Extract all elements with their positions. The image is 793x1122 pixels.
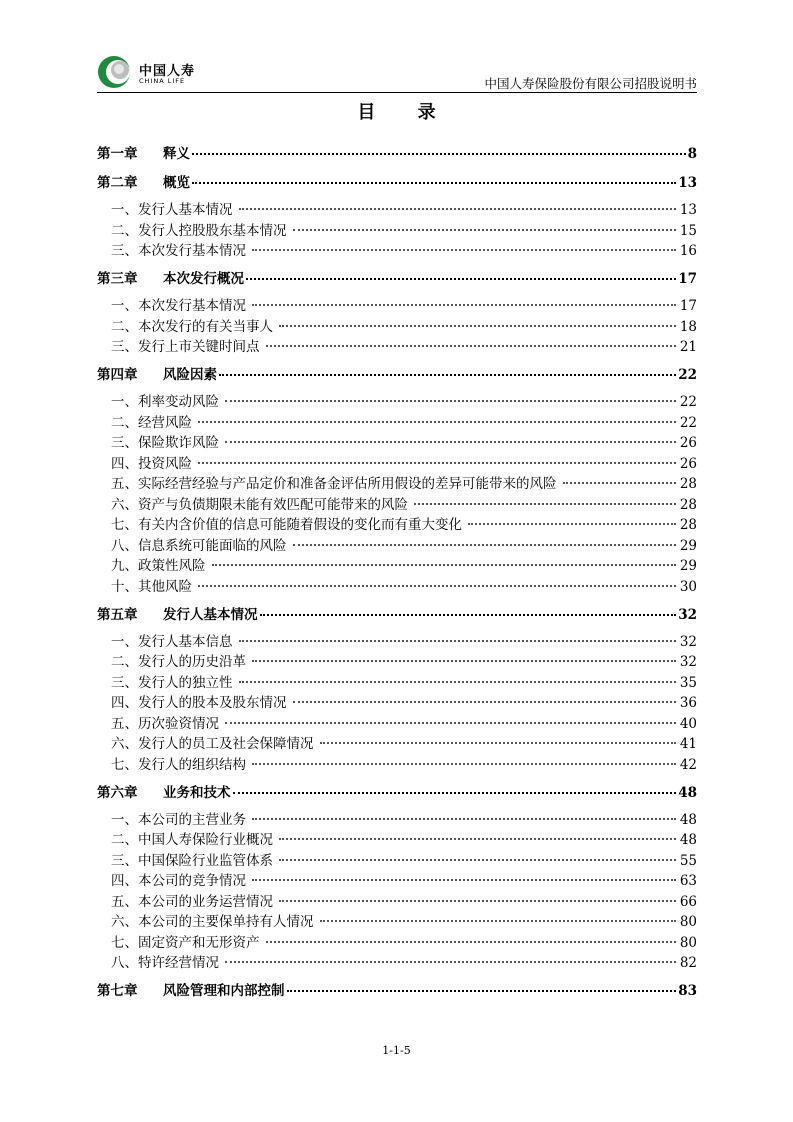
toc-page-number: 41 [679, 736, 697, 752]
toc-chapter-entry[interactable] [97, 363, 697, 383]
toc-page-number: 13 [679, 202, 697, 218]
toc-entry-title: 三、发行人的独立性 [111, 674, 233, 691]
toc-section-entry[interactable] [97, 493, 697, 513]
toc-page-number: 26 [679, 435, 697, 451]
toc-dot-leader [252, 875, 676, 881]
toc-page-number: 48 [679, 832, 697, 848]
toc-page-number: 36 [679, 695, 697, 711]
toc-entry-title: 八、信息系统可能面临的风险 [111, 537, 287, 554]
logo-english-text: CHINA LIFE [139, 77, 186, 85]
toc-page-number: 28 [679, 496, 697, 513]
page-title: 目 录 [357, 102, 454, 123]
toc-entry-title: 九、政策性风险 [111, 558, 206, 574]
toc-chapter-entry[interactable] [97, 171, 697, 191]
toc-entry-title: 六、本公司的主要保单持有人情况 [111, 914, 314, 930]
toc-dot-leader [225, 957, 676, 963]
toc-dot-leader [266, 937, 676, 943]
toc-chapter-title: 本次发行概况 [163, 271, 244, 287]
toc-page-number: 17 [679, 298, 697, 314]
toc-page-number: 40 [679, 715, 697, 732]
toc-dot-leader [233, 788, 677, 794]
toc-entry-title [97, 363, 217, 383]
toc-entry-title: 六、发行人的员工及社会保障情况 [111, 736, 314, 752]
toc-entry-title [97, 603, 258, 623]
toc-dot-leader [293, 225, 676, 231]
toc-section-entry[interactable] [97, 575, 697, 595]
toc-page-number: 22 [679, 414, 697, 431]
toc-entry-title [97, 267, 244, 287]
toc-page-number: 63 [679, 873, 697, 889]
toc-chapter-title: 业务和技术 [163, 784, 231, 801]
toc-page-number: 66 [679, 893, 697, 910]
document-title: 中国人寿保险股份有限公司招股说明书 [484, 76, 697, 91]
toc-section-entry[interactable] [97, 411, 697, 431]
toc-section-entry[interactable] [97, 828, 697, 848]
toc-section-entry[interactable] [97, 910, 697, 930]
toc-page-number: 22 [678, 367, 697, 383]
toc-page-number: 22 [679, 394, 697, 410]
toc-page-number: 26 [679, 455, 697, 472]
toc-entry-title: 二、本次发行的有关当事人 [111, 318, 273, 335]
page-number: 1-1-5 [382, 1044, 411, 1057]
toc-section-entry[interactable] [97, 390, 697, 410]
toc-section-entry[interactable] [97, 452, 697, 472]
toc-page-number: 35 [679, 674, 697, 691]
toc-chapter-entry[interactable] [97, 142, 697, 162]
toc-section-entry[interactable] [97, 431, 697, 451]
toc-section-entry[interactable] [97, 335, 697, 355]
toc-dot-leader [239, 677, 676, 683]
toc-page-number: 28 [679, 517, 697, 533]
logo-chinese-text: 中国人寿 [139, 64, 196, 79]
toc-entry-title: 七、发行人的组织结构 [111, 756, 246, 773]
toc-entry-title: 四、投资风险 [111, 455, 192, 472]
toc-entry-title [97, 171, 190, 191]
toc-dot-leader [320, 916, 676, 922]
toc-page-number: 30 [679, 578, 697, 595]
toc-entry-title: 二、中国人寿保险行业概况 [111, 832, 273, 848]
toc-section-entry[interactable] [97, 554, 697, 574]
toc-dot-leader [225, 396, 676, 402]
toc-chapter-entry[interactable] [97, 603, 697, 623]
toc-entry-title: 五、历次验资情况 [111, 715, 219, 732]
toc-page-number: 16 [679, 243, 697, 259]
toc-chapter-entry[interactable] [97, 781, 697, 801]
toc-entry-title: 一、发行人基本情况 [111, 202, 233, 218]
toc-dot-leader [192, 178, 676, 184]
china-life-emblem-icon [97, 54, 135, 90]
toc-dot-leader [468, 519, 676, 525]
toc-entry-title: 四、本公司的竞争情况 [111, 873, 246, 889]
toc-page-number: 13 [678, 175, 697, 191]
toc-section-entry[interactable] [97, 198, 697, 218]
toc-dot-leader [252, 656, 676, 662]
toc-section-entry[interactable] [97, 239, 697, 259]
toc-entry-title: 十、其他风险 [111, 578, 192, 595]
toc-section-entry[interactable] [97, 691, 697, 711]
toc-dot-leader [287, 986, 677, 992]
toc-page-number: 29 [679, 537, 697, 554]
toc-page-number: 83 [678, 983, 697, 999]
toc-section-entry[interactable] [97, 753, 697, 773]
toc-page-number: 48 [678, 784, 697, 801]
toc-section-entry[interactable] [97, 931, 697, 951]
toc-entry-title [97, 142, 190, 162]
toc-entry-title: 一、利率变动风险 [111, 394, 219, 410]
toc-page-number: 8 [687, 146, 697, 162]
toc-dot-leader [563, 478, 676, 484]
toc-page-number: 80 [679, 934, 697, 951]
toc-dot-leader [279, 855, 676, 861]
toc-section-entry[interactable] [97, 951, 697, 971]
toc-section-entry[interactable] [97, 869, 697, 889]
toc-section-entry[interactable] [97, 630, 697, 650]
toc-chapter-title: 发行人基本情况 [163, 606, 258, 623]
toc-entry-title: 一、发行人基本信息 [111, 633, 233, 650]
toc-section-entry[interactable] [97, 808, 697, 828]
toc-section-entry[interactable] [97, 712, 697, 732]
toc-dot-leader [192, 149, 686, 155]
toc-dot-leader [252, 759, 676, 765]
toc-entry-title [97, 979, 285, 999]
toc-dot-leader [198, 581, 676, 587]
toc-page-number: 15 [679, 222, 697, 239]
toc-entry-title: 五、实际经营经验与产品定价和准备金评估所用假设的差异可能带来的风险 [111, 476, 557, 492]
toc-entry-title: 二、经营风险 [111, 414, 192, 431]
toc-section-entry[interactable] [97, 294, 697, 314]
toc-page-number: 29 [679, 558, 697, 574]
toc-entry-title: 二、发行人控股股东基本情况 [111, 222, 287, 239]
toc-chapter-title: 释义 [163, 146, 190, 162]
toc-chapter-entry[interactable] [97, 979, 697, 999]
toc-section-entry[interactable] [97, 472, 697, 492]
toc-page-number: 32 [679, 654, 697, 670]
toc-dot-leader [225, 718, 676, 724]
toc-entry-title [97, 781, 231, 801]
toc-dot-leader [246, 274, 676, 280]
toc-dot-leader [198, 458, 676, 464]
toc-chapter-number: 第五章 [97, 606, 138, 623]
toc-page-number: 21 [679, 339, 697, 355]
toc-dot-leader [320, 738, 676, 744]
header-divider [97, 92, 697, 93]
toc-page-number: 32 [679, 633, 697, 650]
toc-dot-leader [198, 417, 676, 423]
toc-dot-leader [252, 245, 676, 251]
toc-chapter-number: 第一章 [97, 146, 138, 162]
toc-section-entry[interactable] [97, 890, 697, 910]
toc-dot-leader [225, 437, 676, 443]
toc-section-entry[interactable] [97, 219, 697, 239]
toc-dot-leader [414, 499, 676, 505]
toc-dot-leader [293, 540, 676, 546]
toc-entry-title: 三、本次发行基本情况 [111, 243, 246, 259]
toc-entry-title: 六、资产与负债期限未能有效匹配可能带来的风险 [111, 496, 408, 513]
toc-entry-title: 五、本公司的业务运营情况 [111, 893, 273, 910]
toc-dot-leader [239, 204, 676, 210]
toc-dot-leader [219, 370, 676, 376]
toc-dot-leader [252, 300, 676, 306]
toc-section-entry[interactable] [97, 534, 697, 554]
toc-chapter-number: 第三章 [97, 271, 138, 287]
toc-chapter-entry[interactable] [97, 267, 697, 287]
toc-entry-title: 八、特许经营情况 [111, 955, 219, 971]
toc-page-number: 42 [679, 756, 697, 773]
toc-page-number: 32 [678, 606, 697, 623]
toc-page-number: 18 [679, 318, 697, 335]
toc-section-entry[interactable] [97, 671, 697, 691]
toc-dot-leader [279, 321, 676, 327]
toc-entry-title: 二、发行人的历史沿革 [111, 654, 246, 670]
toc-dot-leader [260, 610, 677, 616]
toc-chapter-title: 概览 [163, 175, 190, 191]
toc-page-number: 28 [679, 476, 697, 492]
toc-section-entry[interactable] [97, 315, 697, 335]
toc-entry-title: 一、本次发行基本情况 [111, 298, 246, 314]
toc-page-number: 82 [679, 955, 697, 971]
toc-chapter-number: 第六章 [97, 784, 138, 801]
toc-chapter-title: 风险因素 [163, 367, 217, 383]
page-header [97, 52, 697, 92]
toc-chapter-number: 第二章 [97, 175, 138, 191]
toc-dot-leader [279, 896, 676, 902]
toc-entry-title: 三、中国保险行业监管体系 [111, 852, 273, 869]
toc-entry-title: 四、发行人的股本及股东情况 [111, 695, 287, 711]
toc-page-number: 48 [679, 811, 697, 828]
toc-entry-title: 三、发行上市关键时间点 [111, 339, 260, 355]
toc-page-number: 17 [678, 271, 697, 287]
toc-dot-leader [279, 834, 676, 840]
toc-section-entry[interactable] [97, 650, 697, 670]
toc-chapter-number: 第四章 [97, 367, 138, 383]
toc-dot-leader [293, 697, 676, 703]
toc-section-entry[interactable] [97, 513, 697, 533]
toc-page-number: 55 [679, 852, 697, 869]
toc-page-number: 80 [679, 914, 697, 930]
toc-dot-leader [239, 636, 676, 642]
toc-section-entry[interactable] [97, 849, 697, 869]
toc-dot-leader [252, 814, 676, 820]
toc-section-entry[interactable] [97, 732, 697, 752]
toc-dot-leader [212, 560, 676, 566]
toc-entry-title: 七、固定资产和无形资产 [111, 934, 260, 951]
toc-dot-leader [266, 341, 676, 347]
toc-chapter-title: 风险管理和内部控制 [163, 983, 285, 999]
toc-chapter-number: 第七章 [97, 983, 138, 999]
toc-entry-title: 三、保险欺诈风险 [111, 435, 219, 451]
china-life-logo [97, 54, 237, 90]
toc-entry-title: 七、有关内含价值的信息可能随着假设的变化而有重大变化 [111, 517, 462, 533]
toc-entry-title: 一、本公司的主营业务 [111, 811, 246, 828]
